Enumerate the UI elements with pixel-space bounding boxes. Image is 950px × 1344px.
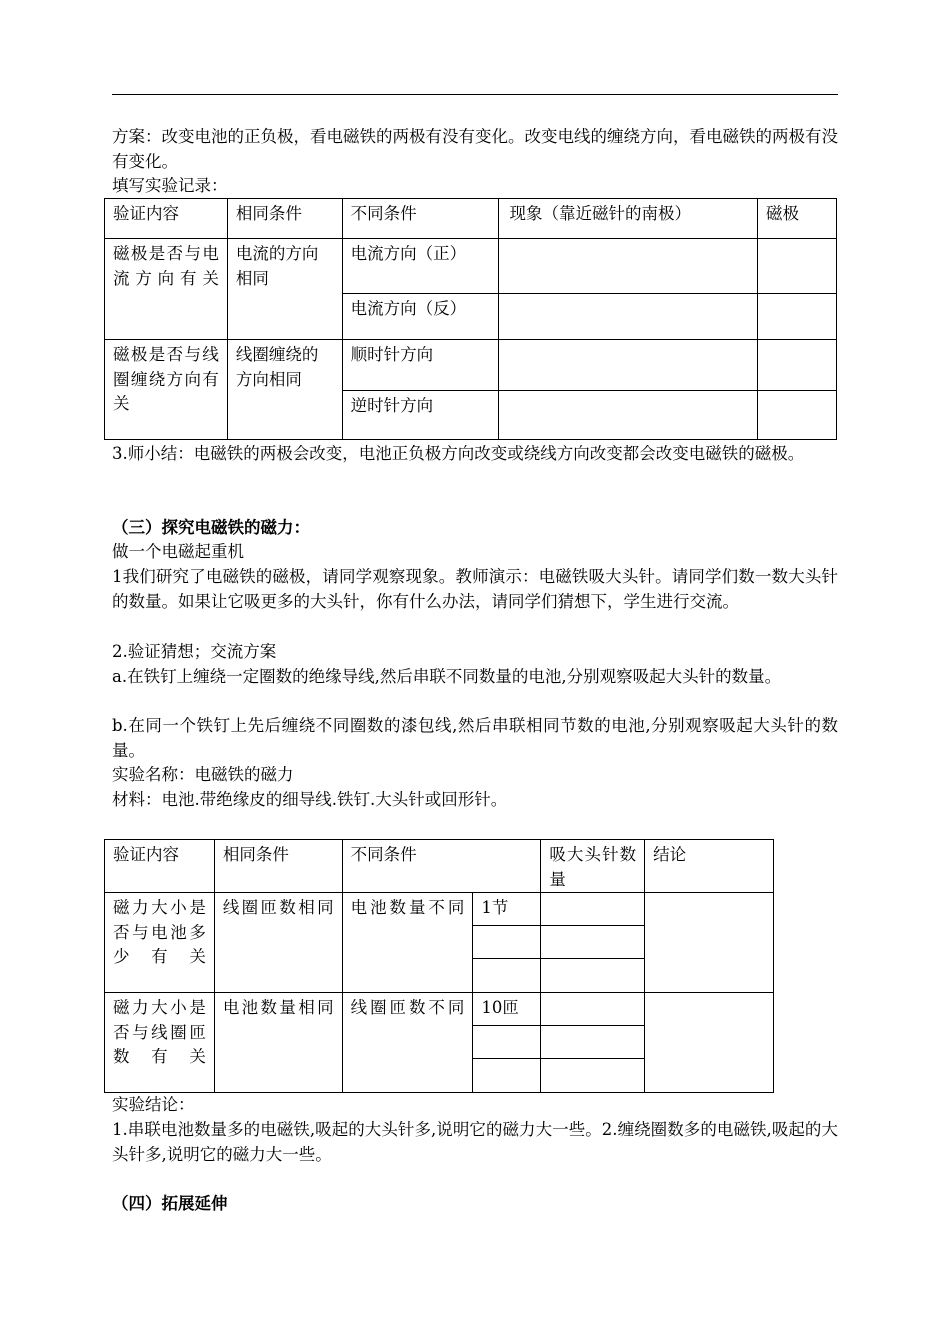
pin-count-cell bbox=[541, 959, 645, 993]
section-3-line: 2.验证猜想；交流方案 bbox=[112, 642, 277, 661]
quantity-level-cell bbox=[473, 926, 541, 959]
pole-cell bbox=[758, 391, 837, 440]
header-cell: 磁极 bbox=[758, 199, 837, 239]
conclusion-cell bbox=[645, 993, 774, 1093]
magnetic-force-table bbox=[104, 839, 774, 1093]
table-header-row bbox=[105, 840, 774, 893]
table-row bbox=[105, 993, 774, 1026]
polarity-table bbox=[104, 198, 837, 440]
same-condition-cell: 线圈缠绕的方向相同 bbox=[227, 340, 342, 440]
verify-content-cell: 磁力大小是否与电池多少有关 bbox=[105, 893, 215, 993]
section-3-line: a.在铁钉上缠绕一定圈数的绝缘导线,然后串联不同数量的电池,分别观察吸起大头针的数量。 bbox=[112, 667, 782, 686]
header-cell: 验证内容 bbox=[105, 840, 215, 893]
pin-count-cell bbox=[541, 1059, 645, 1093]
pole-cell bbox=[758, 239, 837, 294]
table-row bbox=[105, 893, 774, 926]
section-3-heading: （三）探究电磁铁的磁力： bbox=[112, 518, 310, 537]
table-row bbox=[105, 239, 837, 294]
header-rule bbox=[112, 94, 838, 95]
conclusion-label: 实验结论： bbox=[112, 1095, 195, 1114]
header-cell: 相同条件 bbox=[227, 199, 342, 239]
conclusion-cell bbox=[645, 893, 774, 993]
table-header-row bbox=[105, 199, 837, 239]
phenomenon-cell bbox=[499, 294, 758, 340]
quantity-level-cell bbox=[473, 959, 541, 993]
teacher-summary: 3.师小结：电磁铁的两极会改变，电池正负极方向改变或绕线方向改变都会改变电磁铁的磁极。 bbox=[112, 444, 805, 463]
pole-cell bbox=[758, 340, 837, 391]
conclusion-text: 1.串联电池数量多的电磁铁,吸起的大头针多,说明它的磁力大一些。2.缠绕圈数多的电磁铁,吸起的大头针多,说明它的磁力大一些。 bbox=[112, 1120, 838, 1164]
phenomenon-cell bbox=[499, 340, 758, 391]
verify-content-cell: 磁极是否与电流方向有关 bbox=[105, 239, 228, 340]
same-condition-cell: 电池数量相同 bbox=[214, 993, 342, 1093]
pin-count-cell bbox=[541, 893, 645, 926]
section-3-line: 1我们研究了电磁铁的磁极，请同学观察现象。教师演示：电磁铁吸大头针。请同学们数一数大头针的数量。如果让它吸更多的大头针，你有什么办法，请同学们猜想下，学生进行交流。 bbox=[112, 567, 838, 611]
experiment-name: 实验名称：电磁铁的磁力 bbox=[112, 765, 294, 784]
header-cell: 验证内容 bbox=[105, 199, 228, 239]
section-3-line: b.在同一个铁钉上先后缠绕不同圈数的漆包线,然后串联相同节数的电池,分别观察吸起大头针的数量。 bbox=[112, 716, 838, 760]
pin-count-cell bbox=[541, 1026, 645, 1059]
quantity-level-cell: 10匝 bbox=[473, 993, 541, 1026]
diff-condition-cell: 顺时针方向 bbox=[342, 340, 499, 391]
header-cell: 吸大头针数量 bbox=[541, 840, 645, 893]
header-cell: 现象（靠近磁针的南极） bbox=[499, 199, 758, 239]
section-3-line: 做一个电磁起重机 bbox=[112, 542, 244, 561]
quantity-level-cell bbox=[473, 1026, 541, 1059]
plan-paragraph: 方案：改变电池的正负极，看电磁铁的两极有没有变化。改变电线的缠绕方向，看电磁铁的两极有没有变化。 bbox=[112, 127, 838, 171]
diff-condition-cell: 电池数量不同 bbox=[342, 893, 473, 993]
phenomenon-cell bbox=[499, 391, 758, 440]
verify-content-cell: 磁力大小是否与线圈匝数有关 bbox=[105, 993, 215, 1093]
phenomenon-cell bbox=[499, 239, 758, 294]
verify-content-cell: 磁极是否与线圈缠绕方向有关 bbox=[105, 340, 228, 440]
header-cell: 不同条件 bbox=[342, 199, 499, 239]
pole-cell bbox=[758, 294, 837, 340]
quantity-level-cell: 1节 bbox=[473, 893, 541, 926]
diff-condition-cell: 电流方向（正） bbox=[342, 239, 499, 294]
same-condition-cell: 线圈匝数相同 bbox=[214, 893, 342, 993]
materials: 材料：电池.带绝缘皮的细导线.铁钉.大头针或回形针。 bbox=[112, 790, 508, 809]
same-condition-cell: 电流的方向相同 bbox=[227, 239, 342, 340]
header-cell: 相同条件 bbox=[214, 840, 342, 893]
pin-count-cell bbox=[541, 926, 645, 959]
header-cell: 不同条件 bbox=[342, 840, 541, 893]
header-cell: 结论 bbox=[645, 840, 774, 893]
diff-condition-cell: 线圈匝数不同 bbox=[342, 993, 473, 1093]
quantity-level-cell bbox=[473, 1059, 541, 1093]
diff-condition-cell: 逆时针方向 bbox=[342, 391, 499, 440]
diff-condition-cell: 电流方向（反） bbox=[342, 294, 499, 340]
table-row bbox=[105, 340, 837, 391]
section-4-heading: （四）拓展延伸 bbox=[112, 1194, 228, 1213]
pin-count-cell bbox=[541, 993, 645, 1026]
record-label: 填写实验记录： bbox=[112, 176, 228, 195]
